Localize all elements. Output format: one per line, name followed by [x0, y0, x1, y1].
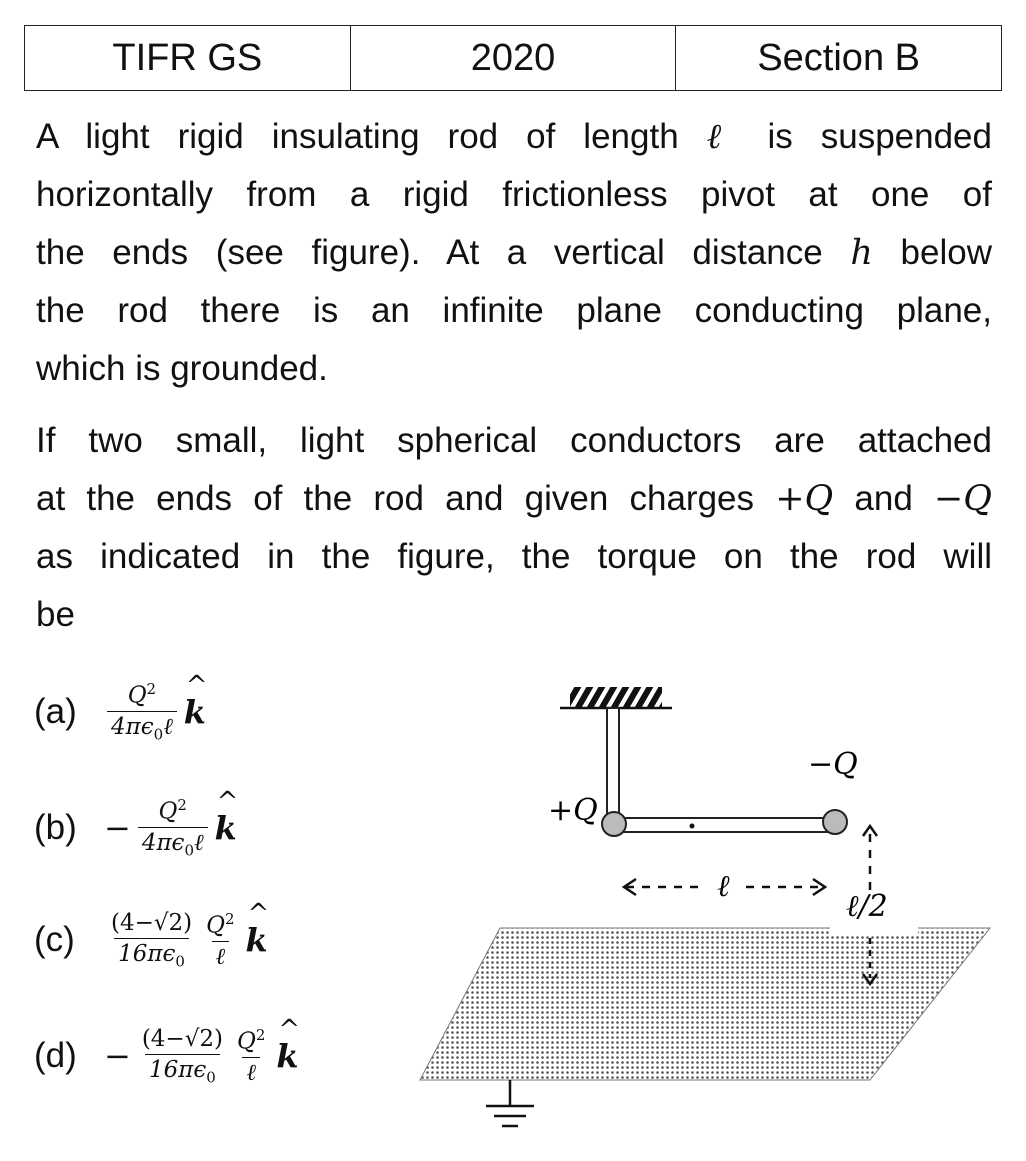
ceiling-support — [560, 687, 672, 708]
text-line: be — [36, 595, 75, 634]
exponent: 2 — [225, 910, 235, 929]
ceiling-hatch — [570, 687, 662, 707]
subscript: 0 — [153, 725, 164, 744]
exponent: 2 — [146, 680, 157, 698]
text-span: the ends (see figure). At a vertical distance — [36, 233, 823, 272]
option-label: (a) — [34, 691, 77, 731]
denominator: 4πϵ — [111, 713, 154, 740]
length-symbol: ℓ — [706, 117, 740, 157]
option-c-expression — [104, 910, 268, 971]
option-a-expression — [104, 680, 206, 743]
text-line: horizontally from a rigid frictionless pivot at one of — [36, 175, 992, 214]
vertical-suspension-rod — [607, 708, 619, 820]
denominator: ℓ — [242, 1057, 260, 1086]
option-d-expression — [104, 1026, 299, 1087]
text-line: If two small, light spherical conductors are attached — [36, 421, 992, 460]
coefficient-denominator: 16πϵ — [118, 941, 176, 967]
text-line: the rod there is an infinite plane conducting plane, — [36, 291, 992, 330]
unit-vector-k: ^ k — [246, 921, 268, 959]
option-b-expression — [104, 796, 237, 859]
numerator: Q — [236, 1029, 256, 1056]
denominator-length: ℓ — [163, 713, 173, 740]
conducting-plane — [420, 928, 990, 1080]
option-a[interactable] — [34, 680, 206, 743]
text-span: below — [900, 233, 992, 272]
text-span: is suspended — [767, 117, 992, 156]
physics-figure — [410, 660, 1000, 1150]
fraction — [202, 910, 238, 970]
exponent: 2 — [255, 1026, 266, 1045]
minus-sign: − — [104, 1037, 131, 1076]
problem-paragraph-2 — [36, 412, 992, 644]
positive-charge-symbol: +Q — [775, 479, 834, 519]
horizontal-rod — [615, 818, 837, 832]
rod-length-dimension — [624, 869, 825, 904]
minus-sign: − — [104, 808, 131, 847]
option-label: (b) — [34, 807, 77, 847]
fraction — [233, 1026, 269, 1086]
plus-charge-label: +Q — [548, 793, 598, 828]
problem-paragraph-1 — [36, 108, 992, 398]
denominator-length: ℓ — [194, 829, 204, 856]
height-label: ℓ/2 — [846, 889, 888, 924]
coefficient-fraction — [107, 910, 196, 971]
text-span: and — [854, 479, 913, 518]
coefficient-denominator: 16πϵ — [148, 1057, 207, 1083]
rod-center-dot — [690, 824, 695, 829]
negative-charge-symbol: −Q — [933, 479, 992, 519]
exponent: 2 — [177, 796, 187, 814]
rod-length-label: ℓ — [717, 869, 730, 904]
denominator: 4πϵ — [141, 829, 185, 856]
minus-charge-label: −Q — [808, 747, 858, 782]
fraction — [107, 680, 177, 743]
unit-vector-k: ^ k — [276, 1037, 298, 1075]
exam-name-cell: TIFR GS — [25, 26, 351, 91]
numerator: Q — [158, 798, 178, 825]
option-d[interactable] — [34, 1026, 299, 1087]
exam-section-cell: Section B — [676, 26, 1002, 91]
coefficient-fraction — [138, 1026, 227, 1087]
positive-sphere — [602, 812, 626, 836]
subscript: 0 — [206, 1068, 216, 1087]
option-label: (c) — [34, 920, 75, 960]
text-span: A light rigid insulating rod of length — [36, 117, 679, 156]
negative-sphere — [823, 810, 847, 834]
text-line: as indicated in the figure, the torque on the rod will — [36, 537, 992, 576]
coefficient-numerator: (4−√2) — [141, 1026, 223, 1052]
text-line: which is grounded. — [36, 349, 328, 388]
fraction — [138, 796, 208, 859]
denominator: ℓ — [212, 941, 230, 970]
option-c[interactable] — [34, 910, 268, 971]
header-table — [24, 25, 1002, 91]
numerator: Q — [127, 682, 147, 709]
subscript: 0 — [184, 841, 194, 860]
exam-year-cell: 2020 — [350, 26, 676, 91]
numerator: Q — [206, 913, 225, 940]
subscript: 0 — [175, 952, 185, 971]
option-label: (d) — [34, 1036, 77, 1076]
ground-icon — [486, 1080, 534, 1126]
option-b[interactable] — [34, 796, 237, 859]
unit-vector-k: ^ k — [215, 809, 237, 847]
height-symbol: h — [850, 233, 873, 273]
unit-vector-k: ^ k — [184, 693, 206, 731]
text-span: at the ends of the rod and given charges — [36, 479, 755, 518]
coefficient-numerator: (4−√2) — [111, 910, 193, 936]
